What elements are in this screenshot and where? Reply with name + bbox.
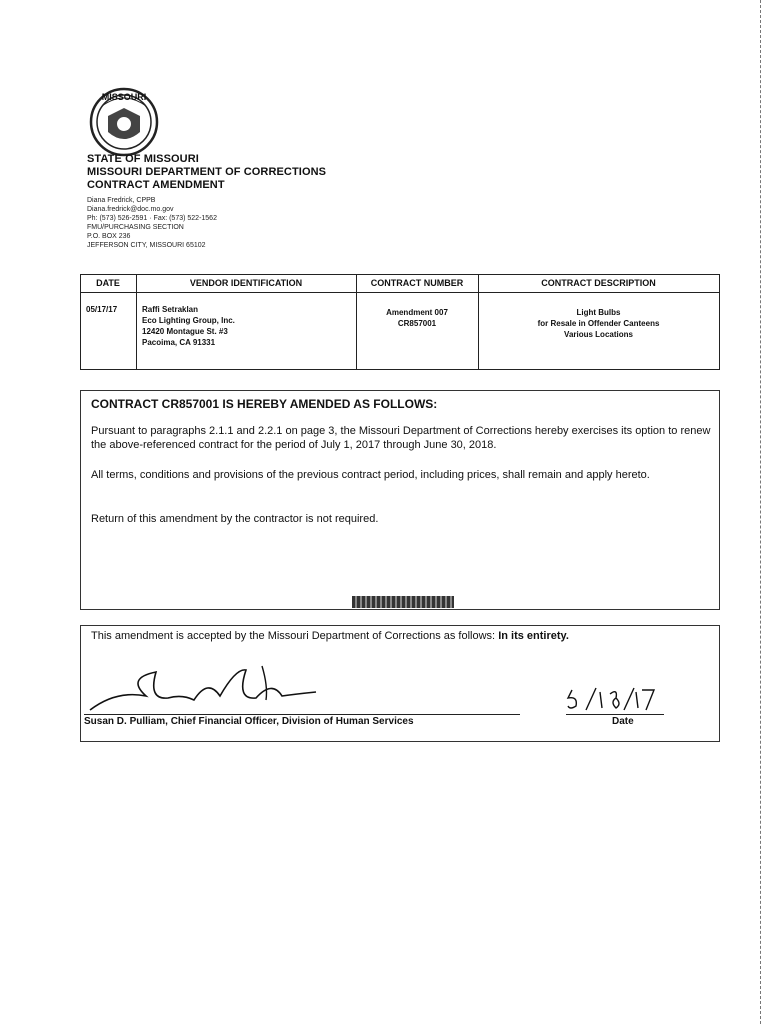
contact-pobox: P.O. BOX 236 (87, 233, 131, 240)
contract-info-table (80, 274, 720, 370)
acceptance-scope: In its entirety. (498, 630, 569, 642)
header-date: DATE (96, 278, 120, 288)
description-line: Light Bulbs (576, 308, 621, 317)
signature (86, 660, 346, 716)
signer-name-title: Susan D. Pulliam, Chief Financial Officer, Division of Human Services (84, 716, 414, 727)
description-line: for Resale in Offender Canteens (537, 319, 660, 328)
amendment-paragraph-return: Return of this amendment by the contractor is not required. (91, 513, 379, 525)
amendment-number: Amendment 007 (386, 308, 448, 317)
missouri-seal-logo (88, 86, 160, 158)
header-contract-description: CONTRACT DESCRIPTION (541, 278, 656, 288)
department-title: MISSOURI DEPARTMENT OF CORRECTIONS (87, 166, 327, 178)
vendor-line: Raffi Setraklan (142, 305, 199, 314)
header-contract-number: CONTRACT NUMBER (370, 278, 464, 288)
handwritten-date (566, 684, 656, 714)
vendor-line: Pacoima, CA 91331 (142, 338, 216, 347)
seal-text: MISSOURI (101, 92, 147, 102)
date-label: Date (612, 716, 634, 727)
amendment-paragraph-renewal: Pursuant to paragraphs 2.1.1 and 2.2.1 on page 3, the Missouri Department of Corrections hereby exercises its option to renew the above-referenced contract for the period of July 1, 2017 through June 30, 2018. (91, 425, 711, 451)
acceptance-statement (91, 630, 569, 642)
state-title: STATE OF MISSOURI (87, 153, 199, 165)
description-line: Various Locations (564, 330, 633, 339)
amendment-box (80, 390, 720, 610)
contact-city: JEFFERSON CITY, MISSOURI 65102 (87, 242, 206, 249)
scan-margin-line (760, 0, 761, 1024)
contact-section: FMU/PURCHASING SECTION (87, 224, 184, 231)
contact-phone: Ph: (573) 526-2591 · Fax: (573) 522-1562 (87, 215, 217, 222)
date-line (566, 714, 664, 715)
redaction-mark (352, 596, 454, 608)
contact-name: Diana Fredrick, CPPB (87, 197, 156, 204)
vendor-line: Eco Lighting Group, Inc. (142, 316, 235, 325)
header-vendor: VENDOR IDENTIFICATION (189, 278, 303, 288)
contact-email: Diana.fredrick@doc.mo.gov (87, 206, 174, 213)
vendor-line: 12420 Montague St. #3 (142, 327, 228, 336)
amendment-title: CONTRACT CR857001 IS HEREBY AMENDED AS FOLLOWS: (91, 397, 438, 411)
amendment-paragraph-terms: All terms, conditions and provisions of the previous contract period, including prices, shall remain and apply hereto. (91, 469, 650, 481)
acceptance-text: This amendment is accepted by the Missouri Department of Corrections as follows: (91, 630, 496, 642)
contract-number: CR857001 (397, 319, 437, 328)
document-title: CONTRACT AMENDMENT (87, 179, 225, 191)
signature-line (84, 714, 520, 715)
contract-date: 05/17/17 (86, 305, 118, 314)
